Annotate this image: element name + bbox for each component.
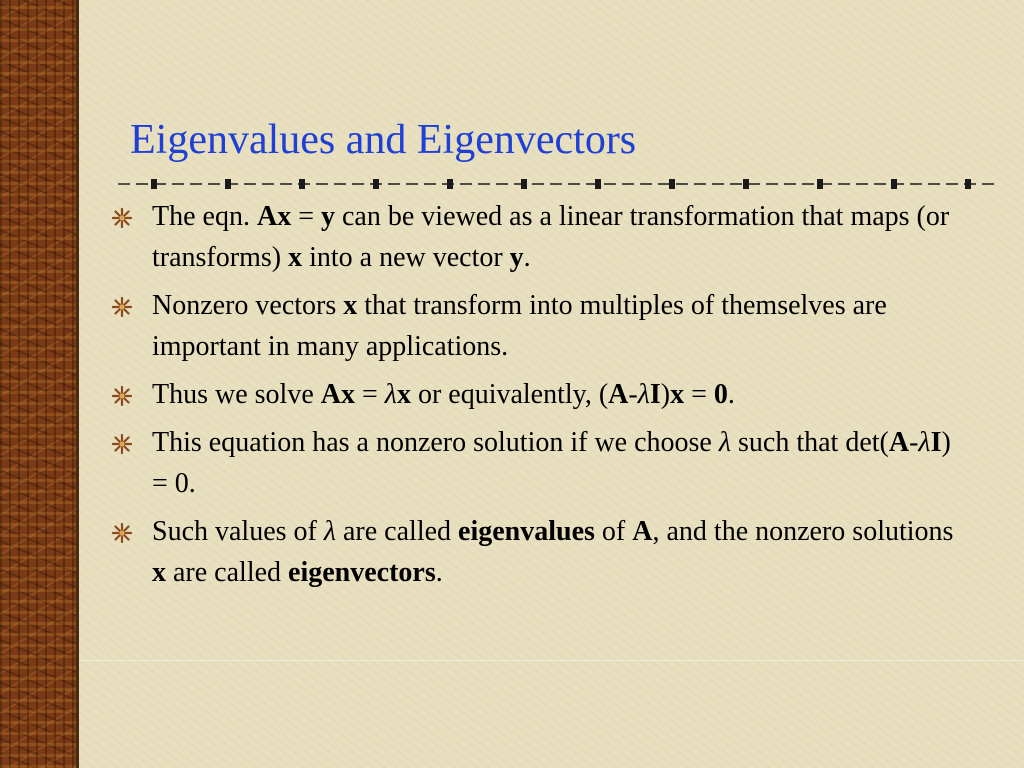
bold-term: y bbox=[509, 242, 524, 273]
bullet-item bbox=[112, 374, 962, 415]
text-segment: are called bbox=[336, 516, 459, 547]
bold-term: eigenvectors bbox=[288, 557, 436, 588]
text-segment: ) bbox=[660, 379, 671, 410]
text-segment: - bbox=[628, 379, 638, 410]
bottom-divider bbox=[79, 660, 1024, 661]
rule-mark bbox=[817, 179, 823, 189]
rule-mark bbox=[669, 179, 675, 189]
text-segment: that transform into multiples of themselves are important in many applications. bbox=[152, 290, 887, 362]
rule-mark bbox=[891, 179, 897, 189]
star-bullet-icon bbox=[112, 386, 132, 406]
rule-mark bbox=[225, 179, 231, 189]
bold-term: x bbox=[343, 290, 358, 321]
rule-mark bbox=[521, 179, 527, 189]
star-bullet-icon bbox=[112, 208, 132, 228]
rule-mark bbox=[743, 179, 749, 189]
slide-title: Eigenvalues and Eigenvectors bbox=[130, 117, 637, 163]
lambda-symbol: λ bbox=[918, 427, 931, 458]
bold-term: 0 bbox=[713, 379, 728, 410]
rule-mark bbox=[373, 179, 379, 189]
text-segment: , and the nonzero solutions bbox=[652, 516, 954, 547]
text-segment: = bbox=[291, 201, 321, 232]
bold-term: Ax bbox=[256, 201, 292, 232]
star-bullet-icon bbox=[112, 523, 132, 543]
bold-term: A bbox=[888, 427, 910, 458]
bullet-item bbox=[112, 285, 962, 367]
bold-term: I bbox=[930, 427, 942, 458]
text-segment: . bbox=[523, 242, 531, 273]
bold-term: Ax bbox=[320, 379, 355, 410]
lambda-symbol: λ bbox=[637, 379, 650, 410]
title-divider bbox=[118, 176, 998, 192]
text-segment: or equivalently, ( bbox=[410, 379, 609, 410]
bullet-item bbox=[112, 511, 962, 593]
text-segment: Such values of bbox=[152, 516, 324, 547]
text-segment: Nonzero vectors bbox=[152, 290, 344, 321]
text-segment: . bbox=[435, 557, 443, 588]
bold-term: y bbox=[321, 201, 335, 232]
rule-mark bbox=[447, 179, 453, 189]
text-segment: = bbox=[355, 379, 385, 410]
text-segment: are called bbox=[166, 557, 289, 588]
text-segment: can be viewed as a linear transformation that maps (or transforms) bbox=[152, 201, 950, 273]
bold-term: x bbox=[396, 379, 411, 410]
star-bullet-icon bbox=[112, 297, 132, 317]
text-segment: . bbox=[727, 379, 735, 410]
bullet-text bbox=[152, 427, 951, 499]
star-bullet-icon bbox=[112, 434, 132, 454]
text-segment: This equation has a nonzero solution if we choose bbox=[152, 427, 719, 458]
bold-term: I bbox=[649, 379, 661, 410]
text-segment: into a new vector bbox=[302, 242, 510, 273]
text-segment: = bbox=[684, 379, 714, 410]
lambda-symbol: λ bbox=[323, 516, 336, 547]
bullet-item bbox=[112, 196, 962, 278]
text-segment: of bbox=[594, 516, 633, 547]
bullet-text bbox=[152, 516, 953, 588]
bold-term: x bbox=[288, 242, 303, 273]
text-segment: ) = 0. bbox=[152, 427, 951, 499]
bold-term: A bbox=[608, 379, 629, 410]
lambda-symbol: λ bbox=[718, 427, 732, 458]
decorative-left-strip bbox=[0, 0, 76, 768]
bold-term: x bbox=[670, 379, 685, 410]
bullet-text bbox=[152, 201, 949, 273]
bold-term: A bbox=[632, 516, 653, 547]
lambda-symbol: λ bbox=[384, 379, 397, 410]
rule-mark bbox=[595, 179, 601, 189]
text-segment: Thus we solve bbox=[152, 379, 321, 410]
bullet-text bbox=[152, 379, 735, 410]
rule-mark bbox=[965, 179, 971, 189]
bold-term: eigenvalues bbox=[458, 516, 595, 547]
strip-divider bbox=[76, 0, 79, 768]
bold-term: x bbox=[152, 557, 166, 588]
bullet-list bbox=[112, 196, 962, 600]
bullet-item bbox=[112, 422, 962, 504]
text-segment: - bbox=[909, 427, 919, 458]
rule-mark bbox=[151, 179, 157, 189]
text-segment: such that det( bbox=[731, 427, 889, 458]
text-segment: The eqn. bbox=[152, 201, 257, 232]
bullet-text bbox=[152, 290, 887, 362]
rule-mark bbox=[299, 179, 305, 189]
